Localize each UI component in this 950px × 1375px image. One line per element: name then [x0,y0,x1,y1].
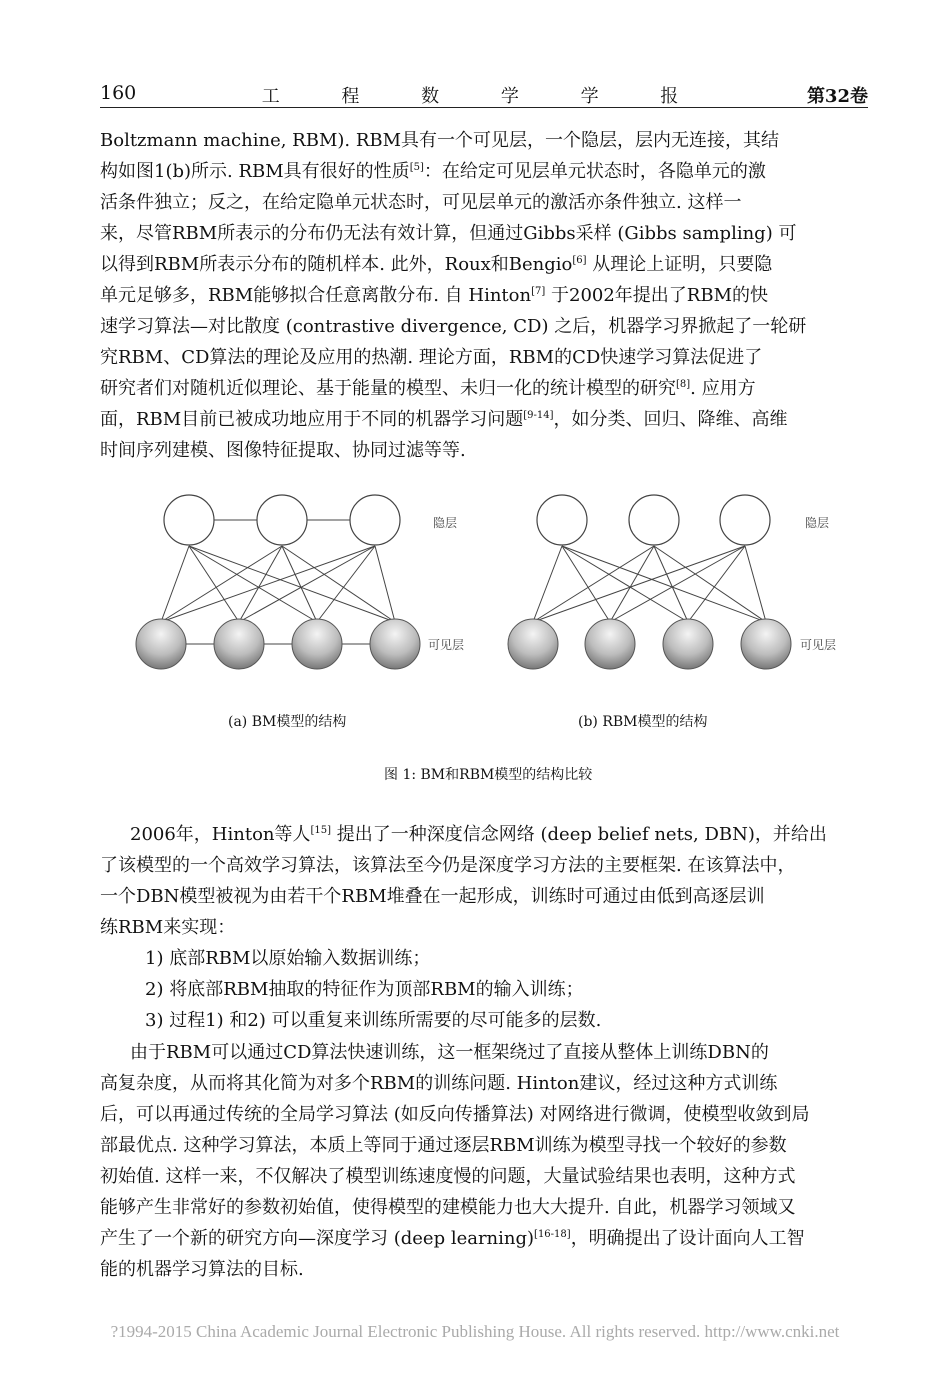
text-line: 一个DBN模型被视为由若干个RBM堆叠在一起形成，训练时可通过由低到高逐层训 [100,886,765,907]
text-line: 构如图1(b)所示. RBM具有很好的性质[5]：在给定可见层单元状态时，各隐单元的激 [100,161,766,182]
bm-hidden-unit [257,495,307,545]
text-line: 练RBM来实现： [100,917,236,938]
rbm-edges [533,546,766,622]
subcaption-a: (a) BM模型的结构 [228,714,347,730]
bm-visible-unit [292,619,342,669]
rbm-visible-unit [741,619,791,669]
text-line: 高复杂度，从而将其化简为对多个RBM的训练问题. Hinton建议，经过这种方式训练 [100,1073,778,1094]
rbm-hidden-unit [720,495,770,545]
text-line: 产生了一个新的研究方向—深度学习 (deep learning)[16-18]，明确提出了设计面向人工智 [100,1228,805,1249]
text-line: 来，尽管RBM所表示的分布仍无法有效计算，但通过Gibbs采样 (Gibbs sampling) 可 [100,223,797,244]
rbm-diagram [508,495,791,669]
text-line: 由于RBM可以通过CD算法快速训练，这一框架绕过了直接从整体上训练DBN的 [130,1042,769,1063]
text-line: 活条件独立；反之，在给定隐单元状态时，可见层单元的激活亦条件独立. 这样一 [100,192,742,213]
volume-label: 第32卷 [806,86,868,107]
text-line: 究RBM、CD算法的理论及应用的热潮. 理论方面，RBM的CD快速学习算法促进了 [100,347,763,368]
text-line: 以得到RBM所表示分布的随机样本. 此外，Roux和Bengio[6] 从理论上证明，只要隐 [100,254,773,275]
text-line: 单元足够多，RBM能够拟合任意离散分布. 自 Hinton[7] 于2002年提出了RBM的快 [100,285,769,306]
text-line: 部最优点. 这种学习算法，本质上等同于通过逐层RBM训练为模型寻找一个较好的参数 [100,1135,787,1156]
figure-caption: 图 1: BM和RBM模型的结构比较 [384,767,593,783]
rbm-hidden-unit [537,495,587,545]
rbm-hidden-label: 隐层 [805,516,830,530]
bm-visible-unit [136,619,186,669]
text-line: 速学习算法—对比散度 (contrastive divergence, CD) 之后，机器学习界掀起了一轮研 [100,316,807,337]
bm-visible-unit [214,619,264,669]
text-line: Boltzmann machine, RBM). RBM具有一个可见层，一个隐层，层内无连接，其结 [100,130,780,151]
journal-name: 工 程 数 学 学 报 [261,86,707,107]
subcaption-b: (b) RBM模型的结构 [578,714,708,730]
text-line: 能够产生非常好的参数初始值，使得模型的建模能力也大大提升. 自此，机器学习领域又 [100,1197,796,1218]
copyright-footer: ?1994-2015 China Academic Journal Electronic Publishing House. All rights reserved. http://www.cnki.net [110,1322,840,1341]
rbm-visible-unit [508,619,558,669]
text-line: 面，RBM目前已被成功地应用于不同的机器学习问题[9-14]，如分类、回归、降维、高维 [100,409,788,430]
text-line: 后，可以再通过传统的全局学习算法 (如反向传播算法) 对网络进行微调，使模型收敛到局 [100,1104,810,1125]
text-line: 研究者们对随机近似理论、基于能量的模型、未归一化的统计模型的研究[8]. 应用方 [100,378,756,399]
text-line: 了该模型的一个高效学习算法，该算法至今仍是深度学习方法的主要框架. 在该算法中， [100,855,796,876]
page-number: 160 [100,82,137,104]
text-line: 时间序列建模、图像特征提取、协同过滤等等. [100,440,466,461]
rbm-visible-label: 可见层 [800,638,837,652]
bm-visible-label: 可见层 [428,638,465,652]
bm-visible-unit [370,619,420,669]
rbm-hidden-unit [629,495,679,545]
text-line: 2006年，Hinton等人[15] 提出了一种深度信念网络 (deep belief nets, DBN)，并给出 [130,824,827,845]
list-item: 3) 过程1) 和2) 可以重复来训练所需要的尽可能多的层数. [145,1010,602,1031]
bm-diagram [136,495,420,669]
bm-hidden-unit [164,495,214,545]
list-item: 1) 底部RBM以原始输入数据训练； [145,948,431,969]
rbm-visible-unit [663,619,713,669]
text-line: 能的机器学习算法的目标. [100,1259,304,1280]
rbm-visible-unit [585,619,635,669]
bm-hidden-label: 隐层 [433,516,458,530]
text-line: 初始值. 这样一来，不仅解决了模型训练速度慢的问题，大量试验结果也表明，这种方式 [100,1166,796,1187]
bm-hidden-unit [350,495,400,545]
list-item: 2) 将底部RBM抽取的特征作为顶部RBM的输入训练； [145,979,584,1000]
